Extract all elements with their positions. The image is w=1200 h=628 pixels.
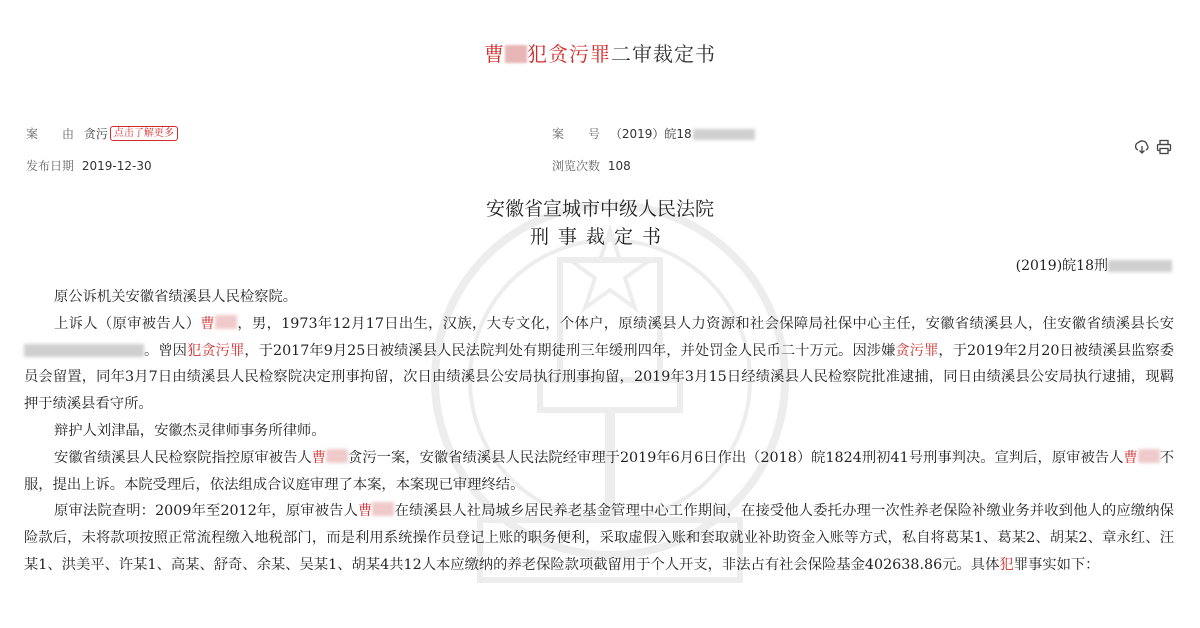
redacted-name [372,502,394,516]
views-row [552,157,631,174]
text: 在绩溪县人社局城乡居民养老基金管理中心工作期间，在接受他人委托办理一次性养老保险补缴业务并收到他人的应缴纳保险款后，未将款项按照正常流程缴入地税部门，而是利用系统操作员登记上账的职务便利，采取虚假入账和套取就业补助资金入账等方式，私自将葛某1、葛某2、胡某2、章永红、汪某1、洪美平、许某1、高某、舒奇、余某、吴某1、胡某4共12人本应缴纳的养老保险款项截留用于个人开支，非法占有社会保险基金402638.86元。具体 [24,503,1174,573]
cause-row [26,125,178,142]
redacted-name [505,45,527,63]
redacted-name [326,449,348,463]
cause-label: 案 由 [26,127,75,141]
crime-highlight: 犯贪污罪 [187,342,245,359]
date-row [26,157,152,174]
date-label: 发布日期 [26,159,75,173]
text: 罪事实如下： [1013,556,1100,573]
judgment-body [24,284,1174,579]
print-icon[interactable] [1156,139,1172,155]
paragraph-findings [24,498,1174,578]
views-value: 108 [607,159,631,173]
text: 。曾因 [144,342,188,359]
defendant-name: 曹 [358,503,373,520]
text: 贪污一案，安徽省绩溪县人民法院经审理于2019年6月6日作出（2018）皖1824刑初41号刑事判决。宣判后，原审被告人 [347,449,1124,466]
text: 安徽省绩溪县人民检察院指控原审被告人 [54,449,312,466]
paragraph-prosecutor: 原公诉机关安徽省绩溪县人民检察院。 [54,289,298,305]
defendant-name: 曹 [1123,449,1138,466]
text: 原审法院查明：2009年至2012年，原审被告人 [54,503,359,520]
title-suffix: 二审裁定书 [611,42,716,66]
case-no-value: （2019）皖18 [609,127,692,141]
redacted-case-no [693,129,755,140]
text: ，于2019年2月20日被绩溪县监察委员会留置，同年3月7日由绩溪县人民检察院决定刑事拘留，次日由绩溪县公安局执行刑事拘留，2019年3月15日经绩溪县人民检察院批准逮捕，同日由绩溪县公安局执行逮捕，现羁押于绩溪县看守所。 [24,342,1175,413]
paragraph-appellant [24,311,1174,418]
download-icon[interactable] [1134,139,1150,155]
text: ，于2017年9月25日被绩溪县人民法院判处有期徒刑三年缓刑四年，并处罚金人民币二十万元。因涉嫌 [244,342,896,359]
text: ，男，1973年12月17日出生，汉族，大专文化，个体户，原绩溪县人力资源和社会保障局社保中心主任，安徽省绩溪县人，住安徽省绩溪县长安 [236,315,1175,332]
case-no-row [552,125,755,142]
text: 上诉人（原审被告人） [54,315,201,332]
paragraph-defender: 辩护人刘津晶，安徽杰灵律师事务所律师。 [54,422,326,439]
paragraph-procedure [24,445,1174,499]
cause-value: 贪污 [83,127,108,141]
document-number [1016,255,1172,275]
redacted-name [215,315,237,329]
document-number-text: (2019)皖18刑 [1015,258,1108,274]
more-info-link[interactable]: 点击了解更多 [110,126,178,141]
case-no-label: 案 号 [552,127,601,141]
document-type: 刑事裁定书 [529,226,670,248]
defendant-name: 曹 [311,449,326,466]
title-prefix: 曹 [484,42,505,66]
crime-highlight: 贪污罪 [895,342,939,359]
redacted-address [24,344,144,357]
case-title [0,38,1200,67]
date-value: 2019-12-30 [81,159,152,173]
title-crime: 犯贪污罪 [527,42,611,66]
redacted-name [1138,449,1160,463]
defendant-name: 曹 [200,315,215,332]
doc-tools [1134,139,1172,155]
text: 不服，提出上诉。本院受理后，依法组成合议庭审理了本案，本案现已审理终结。 [24,449,1175,493]
redacted-doc-no [1108,260,1172,272]
court-name: 安徽省宣城市中级人民法院 [485,198,714,220]
crime-highlight: 犯 [999,556,1014,573]
views-label: 浏览次数 [552,159,601,173]
